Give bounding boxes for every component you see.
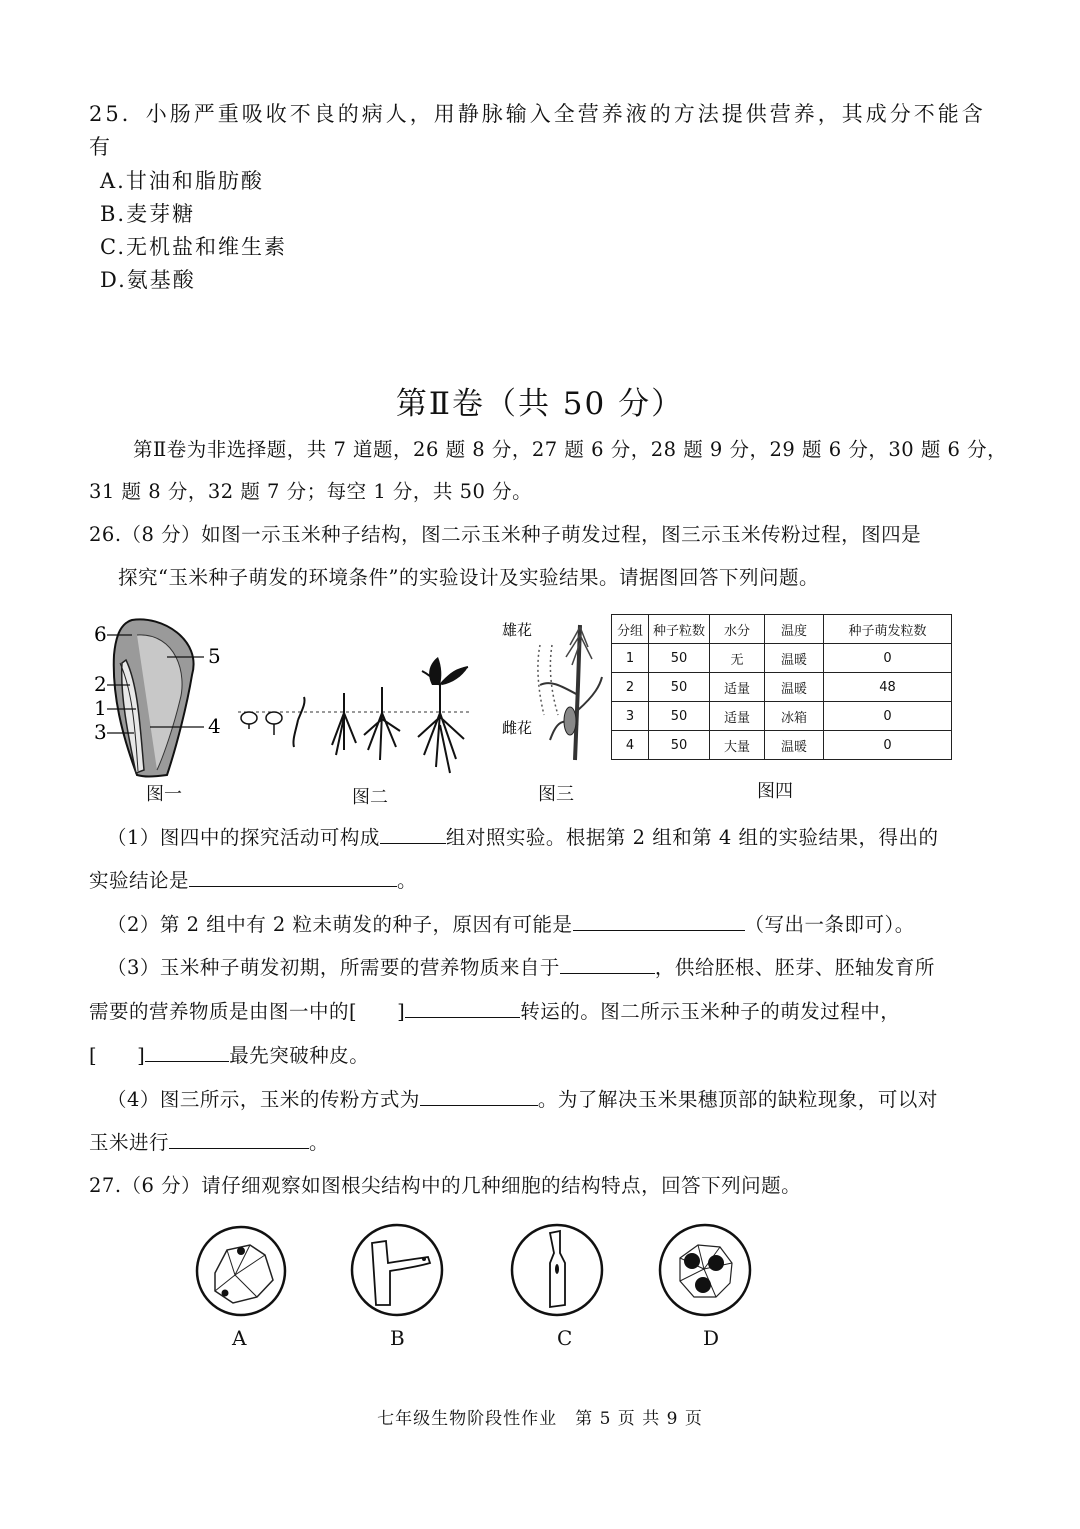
table-header: 温度 xyxy=(765,615,824,644)
table-cell: 50 xyxy=(649,673,710,702)
table-cell: 大量 xyxy=(710,731,765,760)
table-row xyxy=(612,673,952,702)
q26-sub3-line1 xyxy=(107,952,935,980)
q26-sub2-line xyxy=(107,909,915,937)
answer-blank[interactable] xyxy=(145,1041,229,1062)
table-cell: 1 xyxy=(612,644,649,673)
fig3-female-flower-label: 雌花 xyxy=(502,719,533,737)
cell-b-label: B xyxy=(390,1326,405,1350)
q26-sub3-line3 xyxy=(89,1040,369,1068)
table-cell: 50 xyxy=(649,702,710,731)
q26-sub3-line2 xyxy=(89,996,900,1024)
q26-sub4-text-c: 玉米进行 xyxy=(89,1131,170,1154)
table-cell: 0 xyxy=(824,644,952,673)
page-footer: 七年级生物阶段性作业 第 5 页 共 9 页 xyxy=(377,1409,703,1429)
table-cell: 2 xyxy=(612,673,649,702)
table-header: 水分 xyxy=(710,615,765,644)
figure-3-pollination-diagram xyxy=(500,615,605,765)
q26-sub4-text-b: 。为了解决玉米果穗顶部的缺粒现象，可以对 xyxy=(537,1088,938,1111)
table-header: 分组 xyxy=(612,615,649,644)
q25-option-c: C.无机盐和维生素 xyxy=(100,235,287,259)
table-cell: 温暖 xyxy=(765,731,824,760)
fig1-label-4: 4 xyxy=(208,714,221,738)
q25-option-d: D.氨基酸 xyxy=(100,268,196,292)
q26-sub1-text-b: 组对照实验。根据第 2 组和第 4 组的实验结果，得出的 xyxy=(445,826,939,849)
section-title: 第Ⅱ卷（共 50 分） xyxy=(395,386,685,422)
table-cell: 温暖 xyxy=(765,644,824,673)
q26-sub3-text-b: ，供给胚根、胚芽、胚轴发育所 xyxy=(654,956,935,979)
cell-c-label: C xyxy=(557,1326,573,1350)
q26-sub1-text-d: 。 xyxy=(397,869,418,892)
q26-sub3-text-e: [ ] xyxy=(89,1044,146,1067)
q26-stem-line1: 26.（8 分）如图一示玉米种子结构，图二示玉米种子萌发过程，图三示玉米传粉过程，图四是 xyxy=(89,523,922,546)
cell-c-diagram xyxy=(510,1223,604,1317)
cell-b-diagram xyxy=(350,1223,444,1317)
table-header: 种子萌发粒数 xyxy=(824,615,952,644)
cell-d-label: D xyxy=(703,1326,720,1350)
q26-sub1-text-c: 实验结论是 xyxy=(89,869,190,892)
q26-sub1-line1 xyxy=(107,822,939,850)
figure-2-germination-diagram xyxy=(236,655,476,785)
table-cell: 温暖 xyxy=(765,673,824,702)
section-intro-line1: 第Ⅱ卷为非选择题，共 7 道题，26 题 8 分，27 题 6 分，28 题 9 分，29 题 6 分，30 题 6 分， xyxy=(133,438,1008,461)
figure-1-caption: 图一 xyxy=(146,784,182,805)
table-cell: 3 xyxy=(612,702,649,731)
table-cell: 无 xyxy=(710,644,765,673)
q26-sub4-line1 xyxy=(107,1084,938,1112)
fig1-label-1: 1 xyxy=(94,696,107,720)
answer-blank[interactable] xyxy=(405,997,520,1018)
table-row xyxy=(612,702,952,731)
q26-sub1-text-a: （1）图四中的探究活动可构成 xyxy=(107,826,380,849)
table-cell: 4 xyxy=(612,731,649,760)
table-cell: 冰箱 xyxy=(765,702,824,731)
table-cell: 48 xyxy=(824,673,952,702)
figure-4-caption: 图四 xyxy=(757,781,793,802)
answer-blank[interactable] xyxy=(380,823,446,844)
q27-stem: 27.（6 分）请仔细观察如图根尖结构中的几种细胞的结构特点，回答下列问题。 xyxy=(89,1174,802,1197)
q26-sub3-text-c: 需要的营养物质是由图一中的[ ] xyxy=(89,1000,406,1023)
q26-stem-line2: 探究“玉米种子萌发的环境条件”的实验设计及实验结果。请据图回答下列问题。 xyxy=(118,566,819,589)
q26-sub4-line2 xyxy=(89,1127,329,1155)
q26-sub1-line2 xyxy=(89,865,417,893)
q25-stem: 25．小肠严重吸收不良的病人，用静脉输入全营养液的方法提供营养，其成分不能含有 xyxy=(89,102,986,159)
answer-blank[interactable] xyxy=(420,1085,538,1106)
table-cell: 50 xyxy=(649,731,710,760)
q26-sub2-text-b: （写出一条即可）。 xyxy=(744,913,915,936)
table-header-row xyxy=(612,615,952,644)
q25-option-b: B.麦芽糖 xyxy=(100,202,196,226)
figure-1-seed-diagram xyxy=(92,615,232,805)
figure-2-caption: 图二 xyxy=(352,787,388,808)
table-cell: 50 xyxy=(649,644,710,673)
table-header: 种子粒数 xyxy=(649,615,710,644)
cell-a-label: A xyxy=(232,1326,247,1350)
answer-blank[interactable] xyxy=(573,910,745,931)
table-row xyxy=(612,731,952,760)
q26-sub3-text-a: （3）玉米种子萌发初期，所需要的营养物质来自于 xyxy=(107,956,560,979)
q26-sub4-text-a: （4）图三所示，玉米的传粉方式为 xyxy=(107,1088,420,1111)
cell-a-diagram xyxy=(195,1225,287,1317)
table-row xyxy=(612,644,952,673)
q26-sub3-text-f: 最先突破种皮。 xyxy=(229,1044,370,1067)
table-cell: 适量 xyxy=(710,702,765,731)
q25-option-a: A.甘油和脂肪酸 xyxy=(100,169,264,193)
fig3-male-flower-label: 雄花 xyxy=(502,621,533,639)
q26-sub3-text-d: 转运的。图二所示玉米种子的萌发过程中， xyxy=(520,1000,901,1023)
answer-blank[interactable] xyxy=(189,866,397,887)
section-intro-line2: 31 题 8 分，32 题 7 分；每空 1 分，共 50 分。 xyxy=(89,480,533,503)
answer-blank[interactable] xyxy=(169,1128,309,1149)
q26-sub4-text-d: 。 xyxy=(309,1131,330,1154)
cell-d-diagram xyxy=(658,1223,752,1317)
figure-4-table xyxy=(611,614,952,760)
table-cell: 适量 xyxy=(710,673,765,702)
answer-blank[interactable] xyxy=(560,953,655,974)
table-cell: 0 xyxy=(824,731,952,760)
fig1-label-2: 2 xyxy=(94,672,107,696)
q26-sub2-text-a: （2）第 2 组中有 2 粒未萌发的种子，原因有可能是 xyxy=(107,913,573,936)
fig1-label-6: 6 xyxy=(94,622,107,646)
figure-3-caption: 图三 xyxy=(538,784,574,805)
table-cell: 0 xyxy=(824,702,952,731)
fig1-label-3: 3 xyxy=(94,720,107,744)
fig1-label-5: 5 xyxy=(208,644,221,668)
